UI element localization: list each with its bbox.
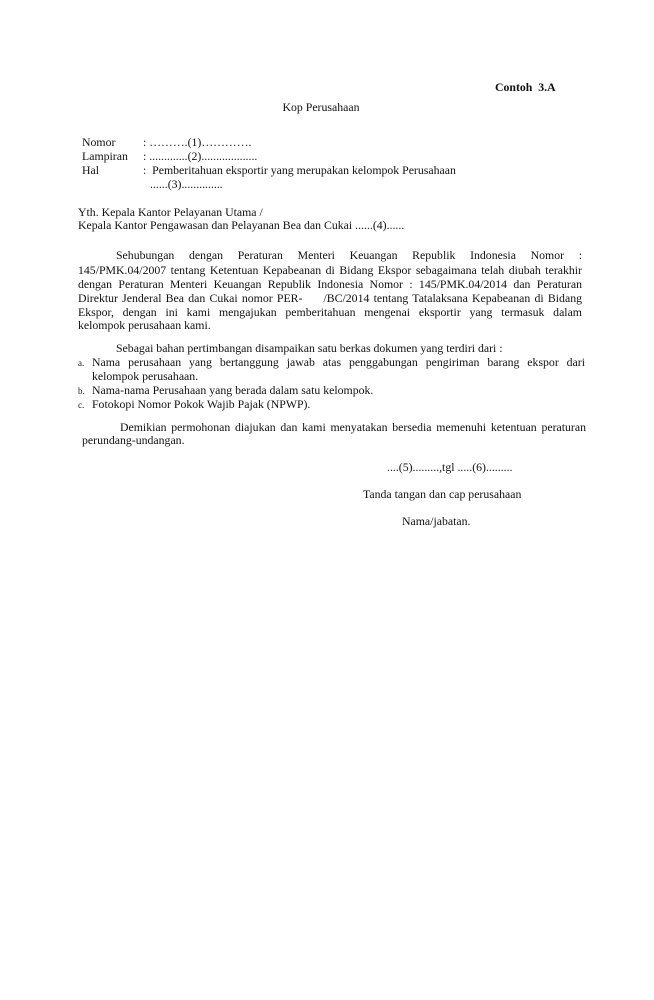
list-item-line: kelompok perusahaan. <box>92 369 199 383</box>
lampiran-value: : .............(2)................... <box>143 149 258 163</box>
addressee-line: Kepala Kantor Pengawasan dan Pelayanan Bea dan Cukai ......(4)...... <box>78 218 405 232</box>
nomor-value: : ……….(1)…………. <box>143 135 252 149</box>
place-date: ....(5).........,tgl .....(6)......... <box>387 460 513 474</box>
list-item-line: Nama-nama Perusahaan yang berada dalam satu kelompok. <box>92 383 374 397</box>
list-marker: c. <box>78 400 85 410</box>
list-marker: b. <box>78 386 85 396</box>
nomor-label: Nomor <box>82 135 116 149</box>
example-label: Contoh 3.A <box>495 80 556 94</box>
paragraph-line: kelompok perusahaan kami. <box>78 318 211 332</box>
paragraph-line: Direktur Jenderal Bea dan Cukai nomor PER- /BC/2014 tentang Tatalaksana Kepabeanan di Bidang <box>78 291 582 305</box>
paragraph-line: 145/PMK.04/2007 tentang Ketentuan Kepabeanan di Bidang Ekspor sebagaimana telah diubah terakhir <box>78 263 582 277</box>
list-intro: Sebagai bahan pertimbangan disampaikan satu berkas dokumen yang terdiri dari : <box>116 341 503 355</box>
hal-value-continuation: ......(3).............. <box>150 177 223 191</box>
name-title: Nama/jabatan. <box>402 514 471 528</box>
addressee-line: Yth. Kepala Kantor Pelayanan Utama / <box>78 205 263 219</box>
list-item-line: Nama perusahaan yang bertanggung jawab atas penggabungan pengiriman barang ekspor dari <box>92 355 585 369</box>
paragraph-line: dengan Peraturan Menteri Keuangan Republik Indonesia Nomor : 145/PMK.04/2014 dan Peraturan <box>78 277 582 291</box>
hal-label: Hal <box>82 163 100 177</box>
signature-label: Tanda tangan dan cap perusahaan <box>363 487 522 501</box>
closing-line: perundang-undangan. <box>82 433 185 447</box>
list-item-line: Fotokopi Nomor Pokok Wajib Pajak (NPWP). <box>92 397 311 411</box>
hal-value: : Pemberitahuan eksportir yang merupakan kelompok Perusahaan <box>143 163 456 177</box>
letterhead-placeholder: Kop Perusahaan <box>282 100 360 114</box>
paragraph-line: Sehubungan dengan Peraturan Menteri Keuangan Republik Indonesia Nomor : <box>116 248 582 262</box>
lampiran-label: Lampiran <box>82 149 128 163</box>
closing-line: Demikian permohonan diajukan dan kami menyatakan bersedia memenuhi ketentuan peraturan <box>120 420 586 434</box>
list-marker: a. <box>78 358 85 368</box>
paragraph-line: Ekspor, dengan ini kami mengajukan pemberitahuan mengenai eksportir yang termasuk dalam <box>78 305 582 319</box>
